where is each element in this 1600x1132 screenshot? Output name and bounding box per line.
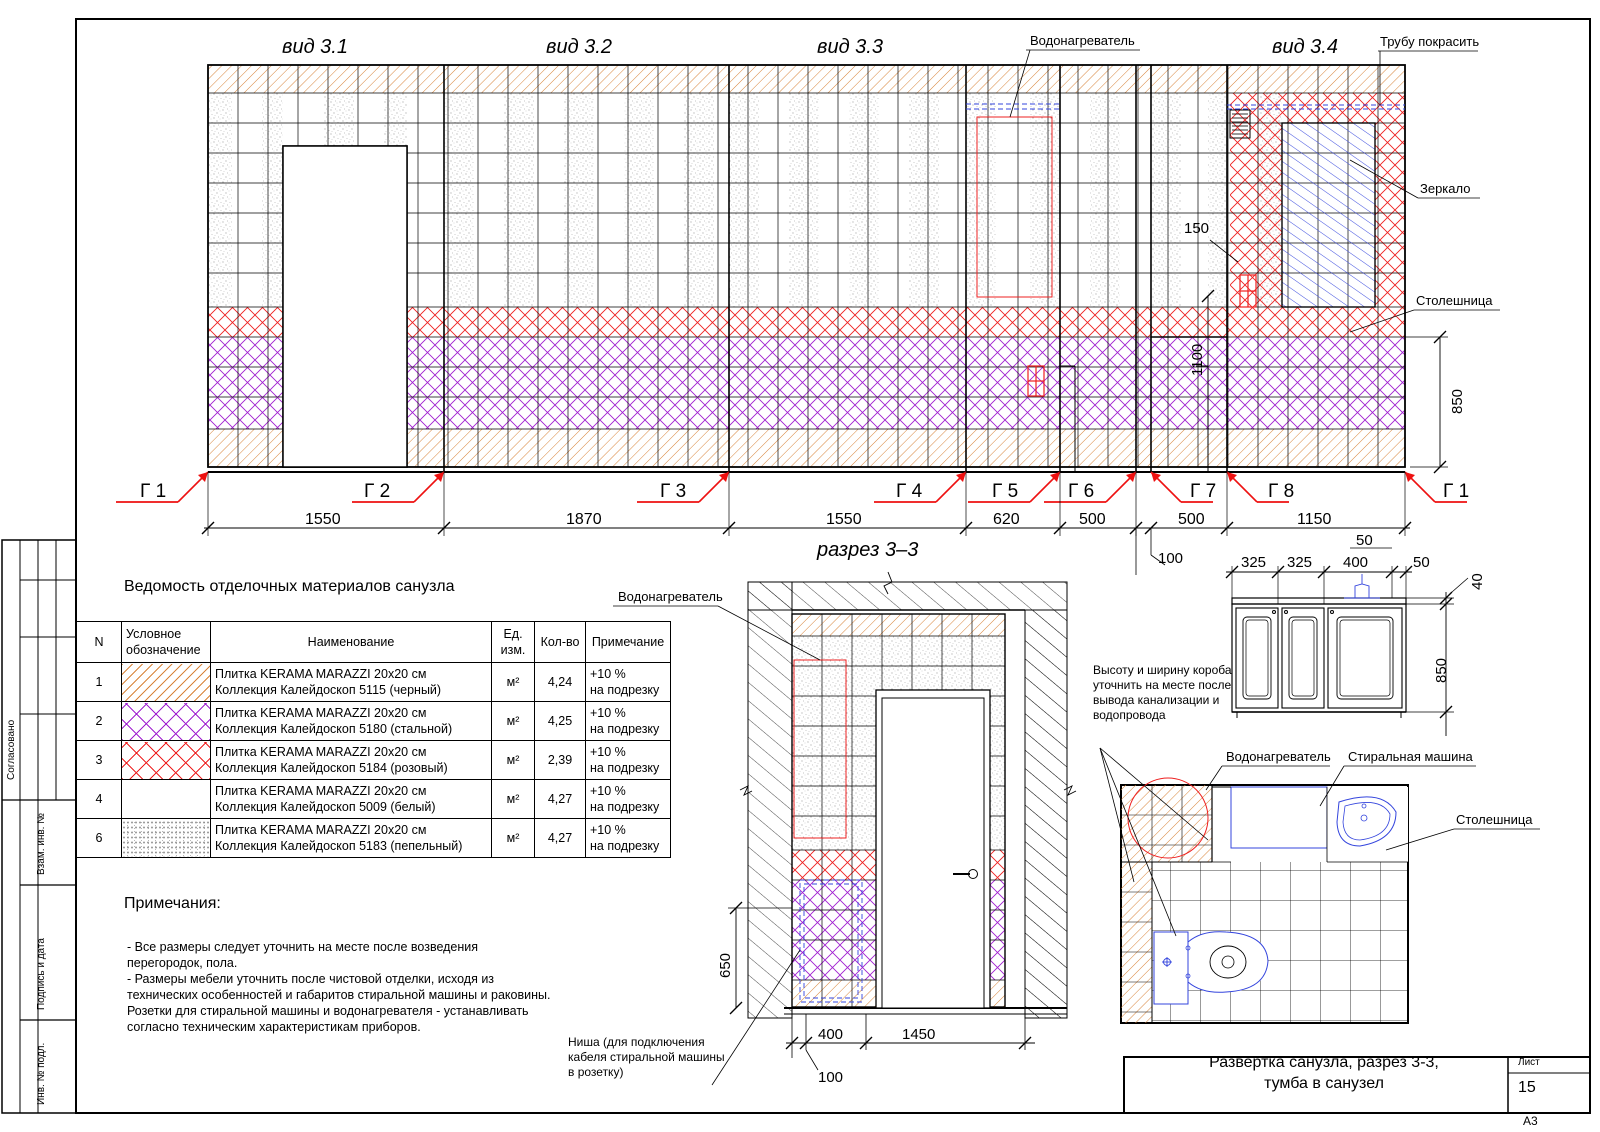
- cell-n: 2: [77, 702, 122, 741]
- side-sign-date: Подпись и дата: [36, 938, 47, 1010]
- section-title: разрез 3–3: [817, 539, 919, 561]
- cell-qty: 4,27: [535, 780, 586, 819]
- cell-n: 4: [77, 780, 122, 819]
- view-title-3-3: вид 3.3: [817, 36, 883, 58]
- cell-note-line2: на подрезку: [590, 800, 660, 814]
- section-markers: [116, 472, 1469, 502]
- side-inv-orig: Инв. № подл.: [36, 1042, 47, 1105]
- tile-swatch: [122, 820, 210, 857]
- dim-section-1450: 1450: [902, 1026, 936, 1043]
- cell-note: [586, 780, 671, 819]
- cell-n: 6: [77, 819, 122, 858]
- dim-segment-label: 500: [1079, 511, 1106, 528]
- sheet-label: Лист: [1518, 1057, 1540, 1068]
- vanity-dim-4: 50: [1413, 554, 1430, 571]
- table-row: [77, 741, 671, 780]
- notes-title: Примечания:: [124, 895, 221, 912]
- vanity-dim-2: 325: [1287, 554, 1313, 571]
- cell-note: [586, 741, 671, 780]
- cell-name-line1: Плитка KERAMA MARAZZI 20х20 см: [215, 823, 427, 837]
- callout-water-heater-top: Водонагреватель: [1030, 33, 1135, 48]
- table-row: [77, 663, 671, 702]
- table-header-row: [77, 622, 671, 663]
- view-title-3-2: вид 3.2: [546, 36, 612, 58]
- pink-box-right: [1375, 93, 1405, 307]
- cell-name-line2: Коллекция Калейдоскоп 5183 (пепельный): [215, 839, 463, 853]
- dim-section-100: 100: [818, 1069, 844, 1086]
- vanity-cabinet: [1226, 532, 1486, 736]
- cell-qty: 2,39: [535, 741, 586, 780]
- cell-unit: м²: [492, 741, 535, 780]
- cell-name-line2: Коллекция Калейдоскоп 5009 (белый): [215, 800, 436, 814]
- materials-table-title: Ведомость отделочных материалов санузла: [124, 578, 455, 595]
- cell-note: [586, 819, 671, 858]
- th-symbol: Условное обозначение: [122, 622, 211, 663]
- marker-label: Г 4: [896, 481, 923, 502]
- drawing-title: [1124, 1052, 1524, 1094]
- callout-box-note: Высоту и ширину короба уточнить на месте после вывода канализации и водопровода: [1093, 663, 1232, 722]
- dim-segment-label: 620: [993, 511, 1020, 528]
- note-item: - Все размеры следует уточнить на месте после возведения перегородок, пола.: [127, 940, 479, 970]
- cell-name-line1: Плитка KERAMA MARAZZI 20х20 см: [215, 784, 427, 798]
- cell-name: [211, 780, 492, 819]
- dim-height-1100: 1100: [1189, 343, 1206, 376]
- dim-segment-label: 1150: [1297, 511, 1332, 528]
- cell-note-line1: +10 %: [590, 784, 626, 798]
- marker-label: Г 7: [1190, 481, 1217, 502]
- cell-name: [211, 702, 492, 741]
- section-3-3: [613, 572, 1076, 1086]
- cell-note-line2: на подрезку: [590, 722, 660, 736]
- vanity-dim-850: 850: [1433, 657, 1450, 683]
- marker-label: Г 5: [992, 481, 1019, 502]
- side-stamp: [2, 540, 76, 1113]
- cell-name: [211, 741, 492, 780]
- materials-table: [76, 621, 671, 858]
- cell-name-line1: Плитка KERAMA MARAZZI 20х20 см: [215, 667, 427, 681]
- sheet-number: 15: [1518, 1079, 1536, 1096]
- cell-note-line1: +10 %: [590, 667, 626, 681]
- table-row: [77, 702, 671, 741]
- callout-mirror: Зеркало: [1420, 181, 1471, 196]
- callout-countertop-elev: Столешница: [1416, 293, 1493, 308]
- cell-swatch: [122, 702, 211, 741]
- dim-segment-label: 500: [1178, 511, 1205, 528]
- cell-name-line2: Коллекция Калейдоскоп 5115 (черный): [215, 683, 442, 697]
- mirror: [1282, 123, 1375, 307]
- cell-note-line1: +10 %: [590, 745, 626, 759]
- callout-paint-pipe: Трубу покрасить: [1380, 34, 1480, 49]
- cell-note-line1: +10 %: [590, 706, 626, 720]
- cell-name-line1: Плитка KERAMA MARAZZI 20х20 см: [215, 706, 427, 720]
- th-note: Примечание: [586, 622, 671, 663]
- cell-swatch: [122, 663, 211, 702]
- cell-name-line2: Коллекция Калейдоскоп 5180 (стальной): [215, 722, 453, 736]
- cell-qty: 4,27: [535, 819, 586, 858]
- th-name: Наименование: [211, 622, 492, 663]
- cell-swatch: [122, 741, 211, 780]
- view-title-3-4: вид 3.4: [1272, 36, 1338, 58]
- cell-note-line2: на подрезку: [590, 683, 660, 697]
- th-unit: Ед. изм.: [492, 622, 535, 663]
- dim-section-400: 400: [818, 1026, 844, 1043]
- cell-note: [586, 702, 671, 741]
- wall-elevation: [208, 65, 1405, 472]
- tile-swatch: [122, 781, 210, 818]
- marker-label: Г 1: [1443, 481, 1470, 502]
- cell-note-line2: на подрезку: [590, 761, 660, 775]
- dim-segment-label: 1870: [566, 511, 602, 528]
- cell-swatch: [122, 819, 211, 858]
- marker-label: Г 8: [1268, 481, 1295, 502]
- pink-box-top: [1282, 93, 1375, 123]
- vanity-dim-3: 400: [1343, 554, 1369, 571]
- cell-note-line1: +10 %: [590, 823, 626, 837]
- dim-segment-label: 1550: [826, 511, 862, 528]
- table-row: [77, 780, 671, 819]
- th-n: N: [77, 622, 122, 663]
- tile-swatch: [122, 664, 210, 701]
- cell-name-line1: Плитка KERAMA MARAZZI 20х20 см: [215, 745, 427, 759]
- sheet-format: А3: [1523, 1114, 1538, 1128]
- cell-name: [211, 663, 492, 702]
- cell-note-line2: на подрезку: [590, 839, 660, 853]
- side-agreed: Согласовано: [6, 719, 17, 780]
- dim-section-650: 650: [717, 952, 734, 978]
- cell-swatch: [122, 780, 211, 819]
- table-row: [77, 819, 671, 858]
- cell-n: 1: [77, 663, 122, 702]
- cell-name: [211, 819, 492, 858]
- vanity-dim-50: 50: [1356, 532, 1373, 549]
- cell-unit: м²: [492, 780, 535, 819]
- note-item: - Размеры мебели уточнить после чистовой отделки, исходя из технических особенностей и габаритов стиральной машины и раковины. Розетки для стиральной машины и водонагревателя - устанавливать согласно техническим характеристикам приборов.: [127, 972, 551, 1034]
- plan-washing-machine: [1231, 787, 1327, 848]
- callout-niche: Ниша (для подключения кабеля стиральной машины в розетку): [568, 1035, 725, 1079]
- dim-segment-label: 1550: [305, 511, 341, 528]
- cell-unit: м²: [492, 702, 535, 741]
- cell-name-line2: Коллекция Калейдоскоп 5184 (розовый): [215, 761, 448, 775]
- dim-width-150: 150: [1184, 220, 1210, 237]
- cell-unit: м²: [492, 819, 535, 858]
- cell-qty: 4,25: [535, 702, 586, 741]
- notes-list: [127, 939, 557, 1035]
- marker-label: Г 6: [1068, 481, 1095, 502]
- door-opening: [283, 146, 407, 467]
- marker-label: Г 3: [660, 481, 687, 502]
- band-top-orange: [208, 65, 1405, 93]
- tile-swatch: [122, 742, 210, 779]
- drawing-title-line1: Развертка санузла, разрез 3-3,: [1209, 1054, 1439, 1071]
- callout-water-heater-plan: Водонагреватель: [1226, 749, 1331, 764]
- callout-washing-machine: Стиральная машина: [1348, 749, 1473, 764]
- callout-countertop-plan: Столешница: [1456, 812, 1533, 827]
- cell-unit: м²: [492, 663, 535, 702]
- cell-note: [586, 663, 671, 702]
- side-replace-inv: Взам. инв. №: [36, 813, 47, 875]
- dim-height-850: 850: [1449, 388, 1466, 414]
- vanity-dim-1: 325: [1241, 554, 1267, 571]
- bathroom-plan: [1100, 748, 1540, 1023]
- cell-n: 3: [77, 741, 122, 780]
- drawing-title-line2: тумба в санузел: [1264, 1075, 1384, 1092]
- cell-qty: 4,24: [535, 663, 586, 702]
- callout-water-heater-section: Водонагреватель: [618, 589, 723, 604]
- marker-label: Г 2: [364, 481, 391, 502]
- th-qty: Кол-во: [535, 622, 586, 663]
- tile-swatch: [122, 703, 210, 740]
- marker-label: Г 1: [140, 481, 167, 502]
- dim-offset-100: 100: [1158, 550, 1184, 567]
- view-title-3-1: вид 3.1: [282, 36, 348, 58]
- vanity-dim-40: 40: [1469, 573, 1486, 590]
